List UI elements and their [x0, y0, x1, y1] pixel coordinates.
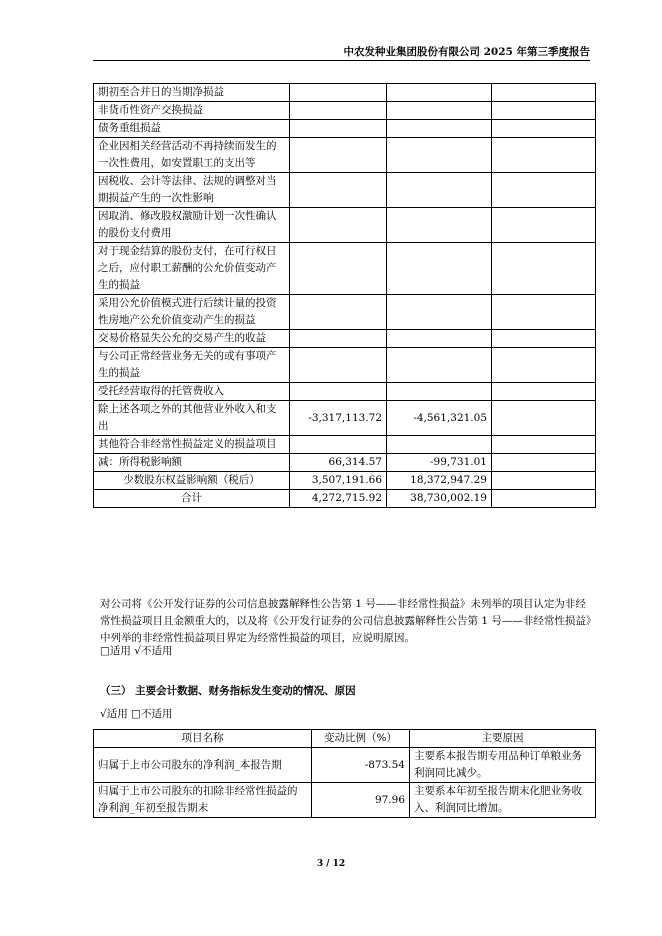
table-row [94, 783, 596, 818]
table-row [94, 208, 596, 243]
total-current: 4,272,715.92 [290, 490, 387, 508]
current-period-value [290, 348, 387, 383]
table-row [94, 748, 596, 783]
ytd-value [387, 173, 492, 208]
table-row [94, 243, 596, 295]
current-period-value [290, 138, 387, 173]
current-period-value [290, 295, 387, 330]
note-cell [492, 454, 596, 472]
row-label: 非货币性资产交换损益 [94, 102, 290, 120]
header-item-name: 项目名称 [94, 730, 312, 748]
note-cell [492, 348, 596, 383]
ytd-value [387, 84, 492, 102]
table-row [94, 120, 596, 138]
total-label: 合计 [94, 490, 290, 508]
total-ytd: 38,730,002.19 [387, 490, 492, 508]
row-label: 受托经营取得的托管费收入 [94, 383, 290, 401]
current-period-value [290, 383, 387, 401]
reason-cell: 主要系本报告期专用品种订单粮业务利润同比减少。 [410, 748, 596, 783]
table-row [94, 348, 596, 383]
row-label: 因取消、修改股权激励计划一次性确认的股份支付费用 [94, 208, 290, 243]
note-cell [492, 84, 596, 102]
ytd-value [387, 295, 492, 330]
header-rule [93, 60, 590, 61]
section-3-title: （三） 主要会计数据、财务指标发生变动的情况、原因 [100, 685, 356, 697]
ytd-value: -4,561,321.05 [387, 401, 492, 436]
row-label: 债务重组损益 [94, 120, 290, 138]
options-applicable: √适用 □不适用 [100, 708, 173, 720]
key-data-change-table [93, 729, 596, 818]
ytd-value [387, 383, 492, 401]
row-label: 期初至合并日的当期净损益 [94, 84, 290, 102]
row-label: 交易价格显失公允的交易产生的收益 [94, 330, 290, 348]
report-header: 中农发种业集团股份有限公司 2025 年第三季度报告 [343, 46, 590, 58]
table-row [94, 295, 596, 330]
note-paragraph: 对公司将《公开发行证券的公司信息披露解释性公告第 1 号——非经常性损益》未列举的项目认定为非经常性损益项目且金额重大的，以及将《公开发行证券的公司信息披露解释性公告第 1 号——非经常性损益》中列举的非经常性损益项目界定为经常性损益的项目，应说明原因。 [100, 598, 592, 644]
row-label: 除上述各项之外的其他营业外收入和支出 [94, 401, 290, 436]
table-row [94, 383, 596, 401]
note-cell [492, 330, 596, 348]
change-ratio-cell: -873.54 [312, 748, 410, 783]
header-main-reason: 主要原因 [410, 730, 596, 748]
current-period-value [290, 84, 387, 102]
row-label: 因税收、会计等法律、法规的调整对当期损益产生的一次性影响 [94, 173, 290, 208]
note-cell [492, 401, 596, 436]
note-cell [492, 436, 596, 454]
table-row [94, 84, 596, 102]
minority-interest-ytd: 18,372,947.29 [387, 472, 492, 490]
reason-cell: 主要系本年初至报告期末化肥业务收入、利润同比增加。 [410, 783, 596, 818]
table-row [94, 330, 596, 348]
table-row [94, 454, 596, 472]
current-period-value [290, 208, 387, 243]
current-period-value: -3,317,113.72 [290, 401, 387, 436]
current-period-value: 66,314.57 [290, 454, 387, 472]
table-row [94, 436, 596, 454]
ytd-value [387, 436, 492, 454]
minority-interest-current: 3,507,191.66 [290, 472, 387, 490]
current-period-value [290, 436, 387, 454]
row-label: 企业因相关经营活动不再持续而发生的一次性费用，如安置职工的支出等 [94, 138, 290, 173]
current-period-value [290, 243, 387, 295]
current-period-value [290, 102, 387, 120]
note-cell [492, 120, 596, 138]
options-not-applicable: □适用 √不适用 [100, 645, 173, 657]
non-recurring-gains-table [93, 83, 596, 508]
ytd-value [387, 330, 492, 348]
note-cell [492, 102, 596, 120]
item-name-cell: 归属于上市公司股东的扣除非经常性损益的净利润_年初至报告期末 [94, 783, 312, 818]
page-number: 3 / 12 [316, 859, 346, 869]
minority-interest-row [94, 472, 596, 490]
current-period-value [290, 173, 387, 208]
ytd-value: -99,731.01 [387, 454, 492, 472]
total-row [94, 490, 596, 508]
row-label: 其他符合非经常性损益定义的损益项目 [94, 436, 290, 454]
ytd-value [387, 102, 492, 120]
note-cell [492, 243, 596, 295]
current-period-value [290, 120, 387, 138]
table-row [94, 102, 596, 120]
minority-interest-note [492, 472, 596, 490]
note-cell [492, 138, 596, 173]
ytd-value [387, 120, 492, 138]
change-ratio-cell: 97.96 [312, 783, 410, 818]
table-row [94, 173, 596, 208]
note-cell [492, 173, 596, 208]
ytd-value [387, 243, 492, 295]
row-label: 与公司正常经营业务无关的或有事项产生的损益 [94, 348, 290, 383]
ytd-value [387, 348, 492, 383]
note-cell [492, 295, 596, 330]
table-row [94, 138, 596, 173]
minority-interest-label: 少数股东权益影响额（税后） [94, 472, 290, 490]
note-cell [492, 208, 596, 243]
total-note [492, 490, 596, 508]
note-cell [492, 383, 596, 401]
item-name-cell: 归属于上市公司股东的净利润_本报告期 [94, 748, 312, 783]
row-label: 减：所得税影响额 [94, 454, 290, 472]
table-header-row [94, 730, 596, 748]
row-label: 采用公允价值模式进行后续计量的投资性房地产公允价值变动产生的损益 [94, 295, 290, 330]
ytd-value [387, 208, 492, 243]
row-label: 对于现金结算的股份支付，在可行权日之后，应付职工薪酬的公允价值变动产生的损益 [94, 243, 290, 295]
table-row [94, 401, 596, 436]
header-change-ratio: 变动比例（%） [312, 730, 410, 748]
current-period-value [290, 330, 387, 348]
ytd-value [387, 138, 492, 173]
